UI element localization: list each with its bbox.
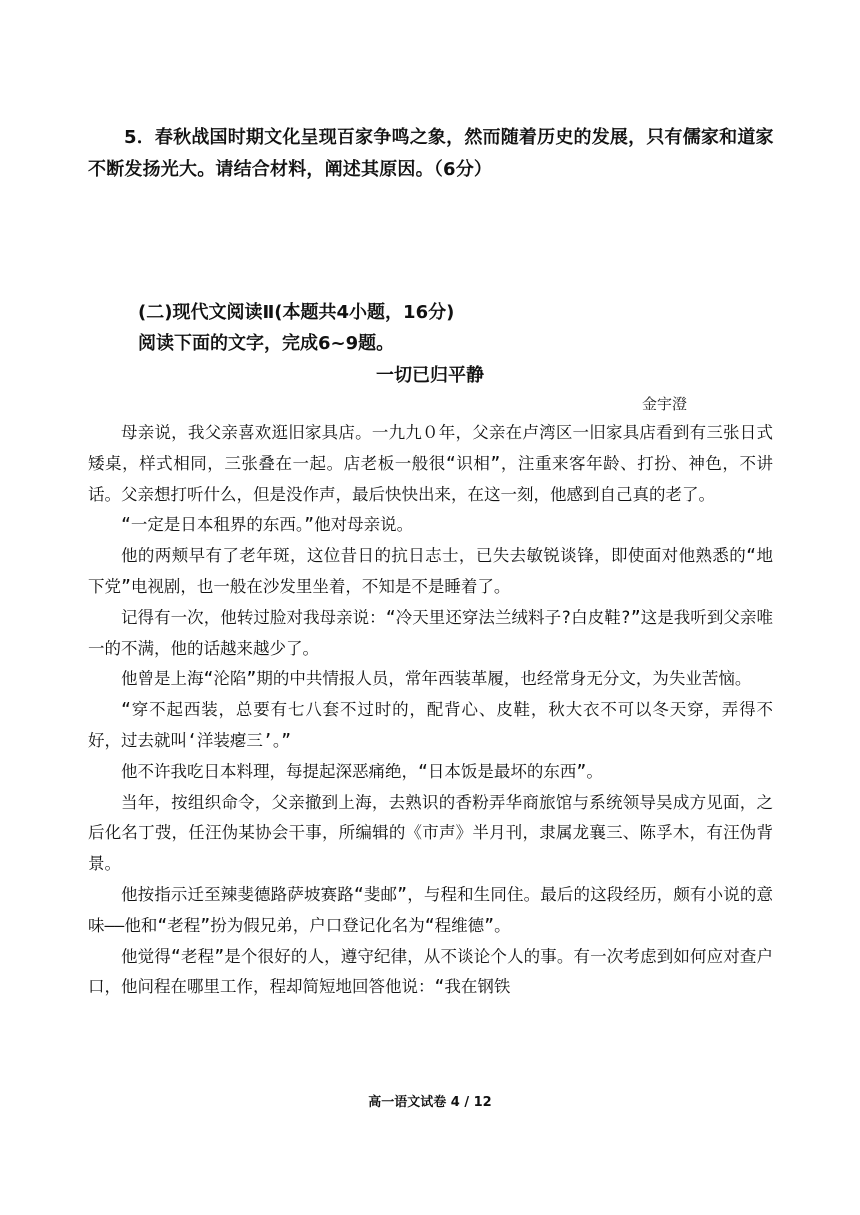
article-body xyxy=(88,418,773,1003)
article-title: 一切已归平静 xyxy=(376,365,484,386)
article-paragraph: 他不许我吃日本料理，每提起深恶痛绝，“日本饭是最坏的东西”。 xyxy=(121,761,603,781)
section-instruction: 阅读下面的文字，完成6~9题。 xyxy=(138,333,395,354)
article-author: 金宇澄 xyxy=(642,395,688,413)
article-paragraph: 他按指示迁至辣斐德路萨坡赛路“斐邮”，与程和生同住。最后的这段经历，颇有小说的意味——他和“老程”扮为假兄弟，户口登记化名为“程维德”。 xyxy=(88,884,773,935)
article-paragraph: 母亲说，我父亲喜欢逛旧家具店。一九九０年，父亲在卢湾区一旧家具店看到有三张日式矮桌，样式相同，三张叠在一起。店老板一般很“识相”，注重来客年龄、打扮、神色，不讲话。父亲想打听什么，但是没作声，最后快快出来，在这一刻，他感到自己真的老了。 xyxy=(88,423,773,504)
article-paragraph: “穿不起西装，总要有七八套不过时的，配背心、皮鞋，秋大衣不可以冬天穿，弄得不好，过去就叫‘洋装瘪三’。” xyxy=(88,700,773,750)
article-paragraph: 他觉得“老程”是个很好的人，遵守纪律，从不谈论个人的事。有一次考虑到如何应对查户口，他问程在哪里工作，程却简短地回答他说：“我在钢铁 xyxy=(88,946,773,997)
page-footer: 高一语文试卷 4 / 12 xyxy=(368,1095,492,1110)
article-paragraph: “一定是日本租界的东西。”他对母亲说。 xyxy=(121,515,414,535)
section-title: (二)现代文阅读Ⅱ(本题共4小题，16分) xyxy=(138,302,455,323)
question-5: 5．春秋战国时期文化呈现百家争鸣之象，然而随着历史的发展，只有儒家和道家不断发扬光大。请结合材料，阐述其原因。（6分） xyxy=(88,127,774,180)
article-paragraph: 当年，按组织命令，父亲撤到上海，去熟识的香粉弄华商旅馆与系统领导吴成方见面，之后化名丁弢，任汪伪某协会干事，所编辑的《市声》半月刊，隶属龙襄三、陈孚木，有汪伪背景。 xyxy=(88,792,773,874)
article-paragraph: 记得有一次，他转过脸对我母亲说：“冷天里还穿法兰绒料子?白皮鞋?”这是我听到父亲唯一的不满，他的话越来越少了。 xyxy=(88,607,773,658)
article-paragraph: 他曾是上海“沦陷”期的中共情报人员，常年西装革履，也经常身无分文，为失业苦恼。 xyxy=(121,669,752,689)
article-paragraph: 他的两颊早有了老年斑，这位昔日的抗日志士，已失去敏锐谈锋，即使面对他熟悉的“地下党”电视剧，也一般在沙发里坐着，不知是不是睡着了。 xyxy=(88,546,773,596)
